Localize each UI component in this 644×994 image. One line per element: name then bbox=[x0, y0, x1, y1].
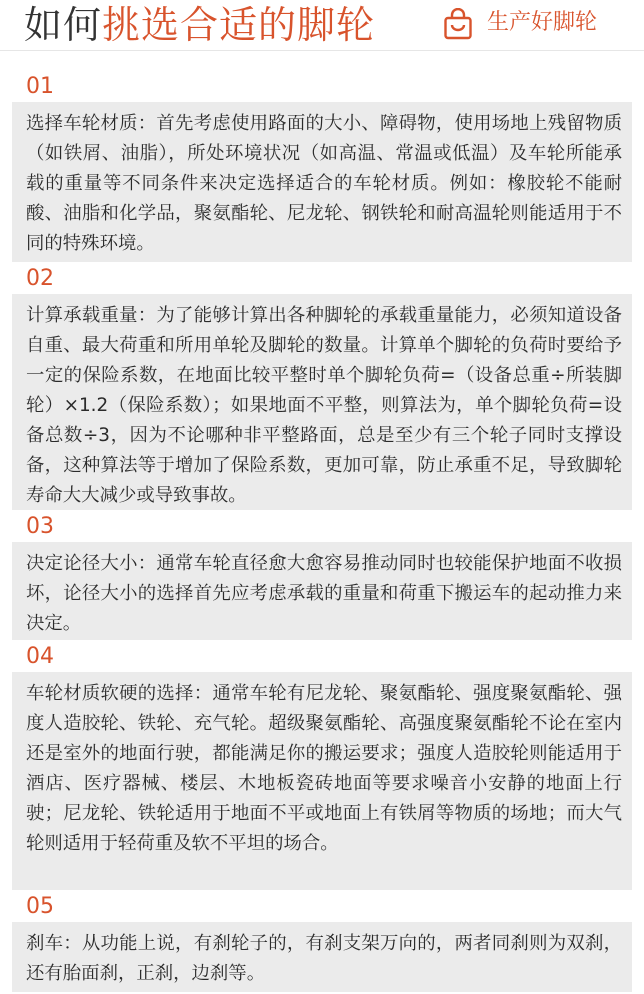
page-header bbox=[0, 0, 644, 56]
section-text: 计算承载重量：为了能够计算出各种脚轮的承载重量能力，必须知道设备自重、最大荷重和所用单轮及脚轮的数量。计算单个脚轮的负荷时要给予一定的保险系数，在地面比较平整时单个脚轮负荷=（设备总重÷所装脚轮）×1.2（保险系数）；如果地面不平整，则算法为，单个脚轮负荷=设备总数÷3，因为不论哪种非平整路面，总是至少有三个轮子同时支撑设备，这种算法等于增加了保险系数，更加可靠，防止承重不足，导致脚轮寿命大大减少或导致事故。 bbox=[12, 294, 632, 510]
section-02 bbox=[12, 264, 632, 510]
section-number: 04 bbox=[26, 644, 54, 669]
section-text: 车轮材质软硬的选择：通常车轮有尼龙轮、聚氨酯轮、强度聚氨酯轮、强度人造胶轮、铁轮、充气轮。超级聚氨酯轮、高强度聚氨酯轮不论在室内还是室外的地面行驶，都能满足你的搬运要求；强度人造胶轮则能适用于酒店、医疗器械、楼层、木地板瓷砖地面等要求噪音小安静的地面上行驶；尼龙轮、铁轮适用于地面不平或地面上有铁屑等物质的场地；而大气轮则适用于轻荷重及软不平坦的场合。 bbox=[12, 672, 632, 890]
section-text: 决定论径大小：通常车轮直径愈大愈容易推动同时也较能保护地面不收损坏，论径大小的选择首先应考虑承载的重量和荷重下搬运车的起动推力来决定。 bbox=[12, 542, 632, 640]
page-title bbox=[24, 2, 375, 48]
section-05 bbox=[12, 892, 632, 992]
header-divider bbox=[0, 50, 644, 51]
shopping-bag-icon bbox=[443, 8, 473, 40]
content-sections bbox=[12, 72, 632, 994]
section-01 bbox=[12, 72, 632, 262]
section-text: 选择车轮材质：首先考虑使用路面的大小、障碍物，使用场地上残留物质（如铁屑、油脂），所处环境状况（如高温、常温或低温）及车轮所能承载的重量等不同条件来决定选择适合的车轮材质。例如：橡胶轮不能耐酸、油脂和化学品，聚氨酯轮、尼龙轮、钢铁轮和耐高温轮则能适用于不同的特殊环境。 bbox=[12, 102, 632, 262]
brand-tagline: 生产好脚轮 bbox=[487, 10, 598, 35]
section-03 bbox=[12, 512, 632, 640]
title-part-2: 挑选合适的脚轮 bbox=[102, 3, 376, 47]
section-04 bbox=[12, 642, 632, 890]
section-number: 03 bbox=[26, 514, 54, 539]
section-number: 02 bbox=[26, 266, 54, 291]
section-text: 刹车：从功能上说，有刹轮子的，有刹支架万向的，两者同刹则为双刹，还有胎面刹，正刹，边刹等。 bbox=[12, 922, 632, 992]
section-number: 01 bbox=[26, 74, 54, 99]
title-part-1: 如何 bbox=[24, 3, 103, 47]
section-number: 05 bbox=[26, 894, 54, 919]
